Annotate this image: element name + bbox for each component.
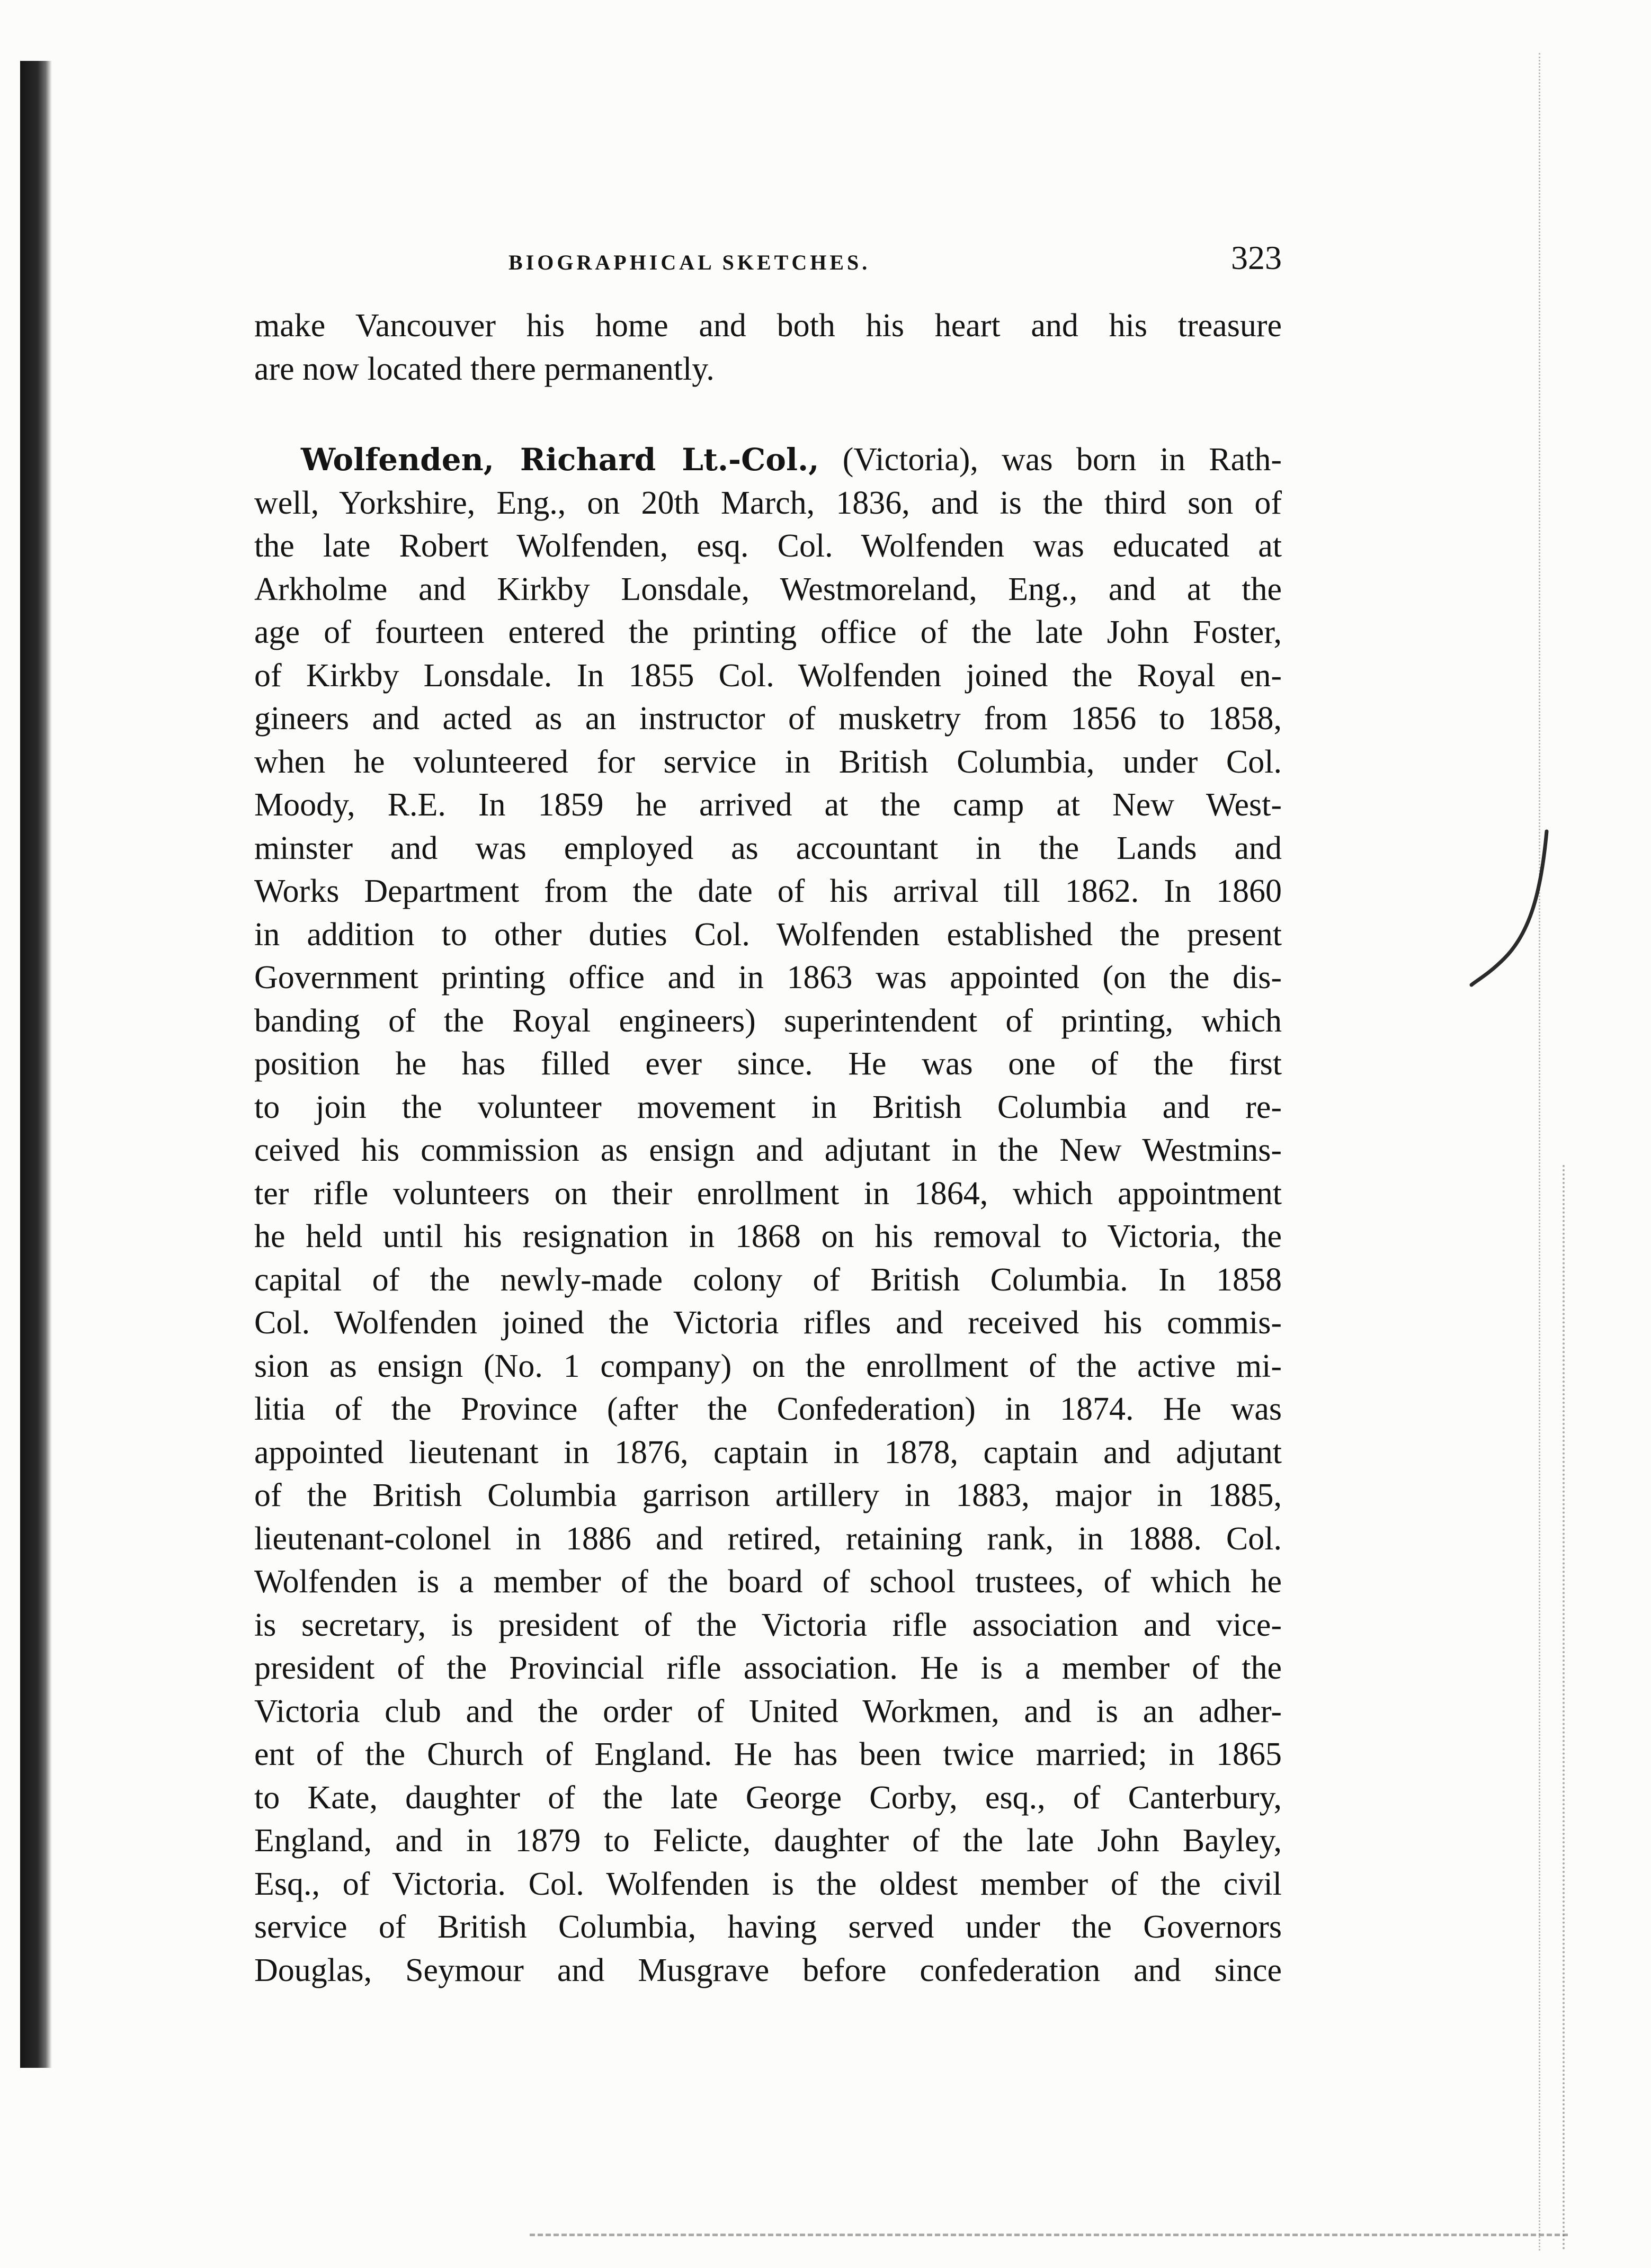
text-line: to Kate, daughter of the late George Corby, esq., of Canterbury, [254,1779,1282,1816]
text-line: of Kirkby Lonsdale. In 1855 Col. Wolfenden joined the Royal en- [254,657,1282,694]
pencil-margin-mark [1467,826,1573,1006]
body-text [254,304,1282,1992]
text-line: president of the Provincial rifle association. He is a member of the [254,1650,1282,1686]
text-line: when he volunteered for service in British Columbia, under Col. [254,743,1282,780]
text-line: make Vancouver his home and both his heart and his treasure [254,308,1282,344]
text-line: ter rifle volunteers on their enrollment in 1864, which appointment [254,1175,1282,1212]
text-line: are now located there permanently. [254,351,715,387]
text-line: Victoria club and the order of United Workmen, and is an adher- [254,1693,1282,1729]
right-page-edge-inner [1563,1165,1569,2251]
text-line: Wolfenden is a member of the board of school trustees, of which he [254,1564,1282,1600]
text-line: appointed lieutenant in 1876, captain in 1878, captain and adjutant [254,1434,1282,1471]
text-line: age of fourteen entered the printing office of the late John Foster, [254,614,1282,650]
text-line: Works Department from the date of his arrival till 1862. In 1860 [254,873,1282,909]
text-line: he held until his resignation in 1868 on his removal to Victoria, the [254,1218,1282,1254]
entry-name: Wolfenden, Richard Lt.-Col., [301,442,819,478]
text-line: England, and in 1879 to Felicte, daughter of the late John Bayley, [254,1823,1282,1859]
text-line: Douglas, Seymour and Musgrave before confederation and since [254,1952,1282,1988]
bottom-trim-line [530,2234,1568,2238]
text-line: position he has filled ever since. He was one of the first [254,1046,1282,1082]
entry-first-line-text: (Victoria), was born in Rath- [842,442,1282,478]
running-head: BIOGRAPHICAL SKETCHES. [508,250,871,274]
text-line: Col. Wolfenden joined the Victoria rifles and received his commis- [254,1305,1282,1341]
text-line: Esq., of Victoria. Col. Wolfenden is the oldest member of the civil [254,1866,1282,1902]
text-line: gineers and acted as an instructor of musketry from 1856 to 1858, [254,701,1282,737]
text-line: capital of the newly-made colony of British Columbia. In 1858 [254,1261,1282,1298]
right-page-edge [1539,53,1546,2251]
entry-first-line [254,438,1282,482]
text-line: Moody, R.E. In 1859 he arrived at the camp at New West- [254,787,1282,823]
text-line: ent of the Church of England. He has been twice married; in 1865 [254,1736,1282,1772]
text-line: ceived his commission as ensign and adjutant in the New Westmins- [254,1132,1282,1168]
text-line: Arkholme and Kirkby Lonsdale, Westmoreland, Eng., and at the [254,571,1282,607]
page-header [254,238,1282,281]
text-line: of the British Columbia garrison artillery in 1883, major in 1885, [254,1477,1282,1513]
text-line: banding of the Royal engineers) superintendent of printing, which [254,1002,1282,1039]
text-line: is secretary, is president of the Victoria rifle association and vice- [254,1607,1282,1643]
paragraph-gap [254,391,1282,438]
text-line: well, Yorkshire, Eng., on 20th March, 1836, and is the third son of [254,485,1282,521]
text-line: minster and was employed as accountant in the Lands and [254,830,1282,866]
text-line: sion as ensign (No. 1 company) on the enrollment of the active mi- [254,1348,1282,1384]
text-line: service of British Columbia, having served under the Governors [254,1909,1282,1945]
text-line: Government printing office and in 1863 was appointed (on the dis- [254,960,1282,996]
text-line: litia of the Province (after the Confederation) in 1874. He was [254,1391,1282,1427]
text-line: in addition to other duties Col. Wolfenden established the present [254,916,1282,953]
text-line: to join the volunteer movement in British Columbia and re- [254,1089,1282,1125]
book-binding-shadow [20,61,52,2068]
text-line: the late Robert Wolfenden, esq. Col. Wolfenden was educated at [254,528,1282,564]
text-line: lieutenant-colonel in 1886 and retired, retaining rank, in 1888. Col. [254,1520,1282,1557]
page-number: 323 [1231,239,1282,276]
